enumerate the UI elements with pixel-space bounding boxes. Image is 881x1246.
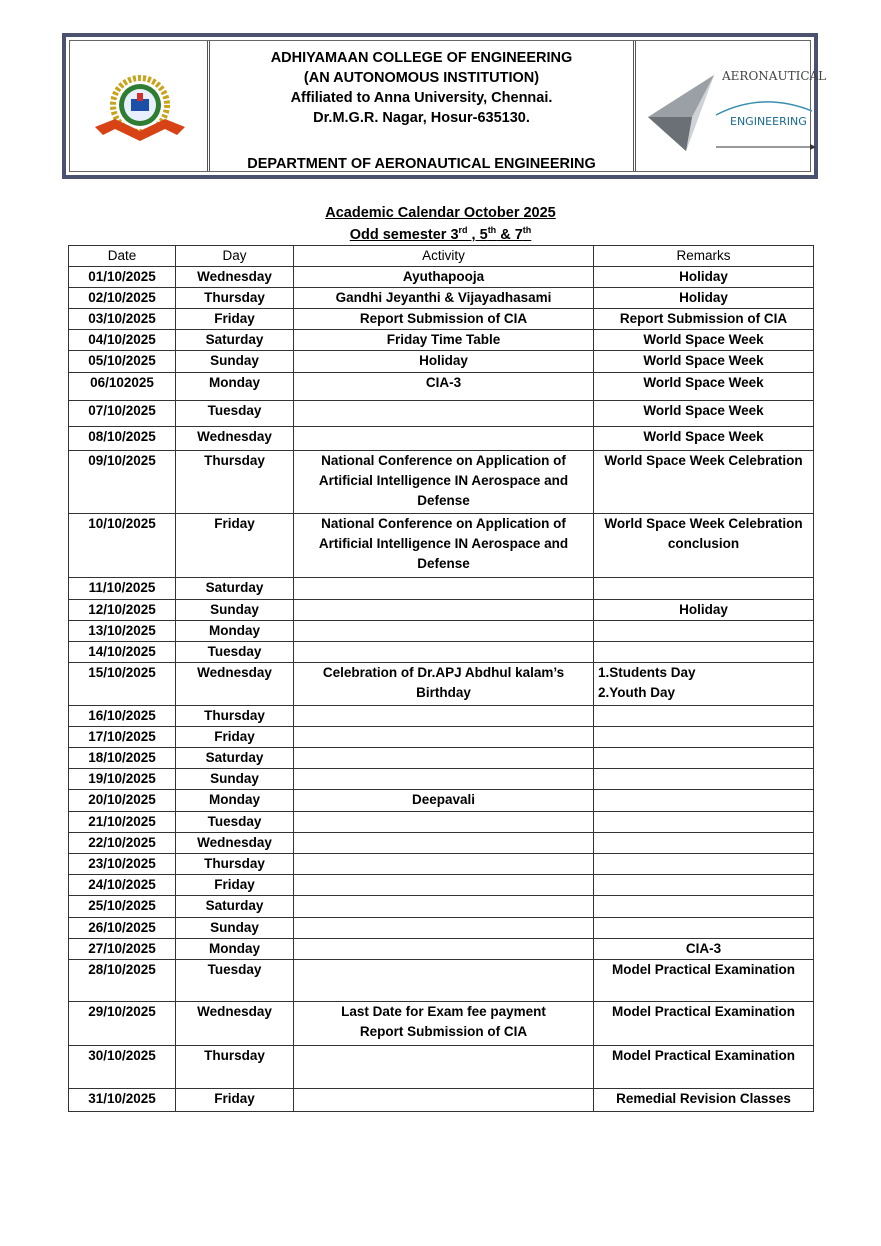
cell-date: 22/10/2025 <box>69 833 176 854</box>
column-header-day: Day <box>176 246 294 267</box>
cell-remarks <box>594 790 814 812</box>
cell-activity <box>294 875 594 896</box>
cell-date: 31/10/2025 <box>69 1089 176 1112</box>
cell-remarks <box>594 833 814 854</box>
cell-date: 26/10/2025 <box>69 918 176 939</box>
cell-activity <box>294 1089 594 1112</box>
cell-remarks <box>594 918 814 939</box>
cell-day: Wednesday <box>176 833 294 854</box>
column-header-date: Date <box>69 246 176 267</box>
table-row <box>69 621 814 642</box>
cell-activity <box>294 1046 594 1089</box>
cell-activity <box>294 727 594 748</box>
cell-date: 08/10/2025 <box>69 427 176 451</box>
calendar-table-body <box>69 267 814 1112</box>
cell-remarks: Remedial Revision Classes <box>594 1089 814 1112</box>
subtitle-mid-1: , 5 <box>467 226 488 243</box>
cell-date: 02/10/2025 <box>69 288 176 309</box>
table-row <box>69 1002 814 1046</box>
cell-activity: Holiday <box>294 351 594 373</box>
cell-date: 27/10/2025 <box>69 939 176 960</box>
cell-day: Saturday <box>176 748 294 769</box>
cell-day: Tuesday <box>176 960 294 1002</box>
cell-activity <box>294 812 594 833</box>
cell-activity <box>294 960 594 1002</box>
college-affiliation: Affiliated to Anna University, Chennai. <box>290 90 553 106</box>
cell-activity: Last Date for Exam fee payment Report Submission of CIA <box>294 1002 594 1046</box>
cell-remarks: Model Practical Examination <box>594 1002 814 1046</box>
cell-day: Tuesday <box>176 642 294 663</box>
cell-activity: National Conference on Application of Artificial Intelligence IN Aerospace and Defense <box>294 514 594 578</box>
cell-day: Sunday <box>176 769 294 790</box>
cell-date: 07/10/2025 <box>69 401 176 427</box>
cell-day: Thursday <box>176 706 294 727</box>
cell-day: Wednesday <box>176 427 294 451</box>
cell-day: Sunday <box>176 600 294 621</box>
cell-activity <box>294 896 594 918</box>
cell-remarks: World Space Week <box>594 401 814 427</box>
subtitle-prefix: Odd semester 3 <box>349 226 459 243</box>
cell-remarks <box>594 854 814 875</box>
cell-date: 18/10/2025 <box>69 748 176 769</box>
cell-activity <box>294 748 594 769</box>
table-row <box>69 642 814 663</box>
cell-remarks <box>594 578 814 600</box>
cell-date: 13/10/2025 <box>69 621 176 642</box>
subtitle-sup-1: rd <box>458 225 468 235</box>
calendar-title: Academic Calendar October 2025 <box>325 205 556 221</box>
cell-day: Saturday <box>176 896 294 918</box>
table-row <box>69 663 814 706</box>
cell-activity <box>294 642 594 663</box>
cell-remarks: World Space Week <box>594 330 814 351</box>
cell-date: 21/10/2025 <box>69 812 176 833</box>
cell-date: 25/10/2025 <box>69 896 176 918</box>
cell-activity <box>294 578 594 600</box>
cell-remarks <box>594 769 814 790</box>
cell-remarks: Holiday <box>594 267 814 288</box>
cell-activity <box>294 401 594 427</box>
college-status: (AN AUTONOMOUS INSTITUTION) <box>303 70 540 86</box>
subtitle-sup-2: th <box>487 225 497 235</box>
cell-remarks: World Space Week Celebration <box>594 451 814 514</box>
cell-date: 03/10/2025 <box>69 309 176 330</box>
cell-day: Saturday <box>176 330 294 351</box>
cell-activity: Celebration of Dr.APJ Abdhul kalam’s Birthday <box>294 663 594 706</box>
cell-day: Friday <box>176 727 294 748</box>
cell-day: Monday <box>176 939 294 960</box>
column-header-activity: Activity <box>294 246 594 267</box>
cell-activity <box>294 854 594 875</box>
cell-remarks <box>594 812 814 833</box>
table-row <box>69 330 814 351</box>
calendar-subtitle <box>0 225 881 243</box>
cell-activity: Friday Time Table <box>294 330 594 351</box>
column-header-remarks: Remarks <box>594 246 814 267</box>
table-row <box>69 451 814 514</box>
cell-activity <box>294 833 594 854</box>
college-info-cell <box>210 41 636 171</box>
table-row <box>69 309 814 330</box>
subtitle-sup-3: th <box>522 225 532 235</box>
table-row <box>69 748 814 769</box>
table-row <box>69 600 814 621</box>
cell-remarks <box>594 896 814 918</box>
department-logo-cell <box>636 41 827 171</box>
cell-activity: National Conference on Application of Artificial Intelligence IN Aerospace and Defense <box>294 451 594 514</box>
cell-date: 30/10/2025 <box>69 1046 176 1089</box>
cell-date: 04/10/2025 <box>69 330 176 351</box>
cell-activity <box>294 918 594 939</box>
cell-date: 23/10/2025 <box>69 854 176 875</box>
cell-remarks: World Space Week <box>594 351 814 373</box>
cell-activity: CIA-3 <box>294 373 594 401</box>
table-row <box>69 812 814 833</box>
cell-day: Monday <box>176 621 294 642</box>
cell-date: 28/10/2025 <box>69 960 176 1002</box>
cell-remarks: Model Practical Examination <box>594 1046 814 1089</box>
cell-activity <box>294 769 594 790</box>
table-row <box>69 706 814 727</box>
cell-day: Thursday <box>176 288 294 309</box>
cell-date: 15/10/2025 <box>69 663 176 706</box>
cell-day: Thursday <box>176 1046 294 1089</box>
cell-day: Tuesday <box>176 401 294 427</box>
cell-day: Friday <box>176 514 294 578</box>
cell-activity: Gandhi Jeyanthi & Vijayadhasami <box>294 288 594 309</box>
cell-date: 20/10/2025 <box>69 790 176 812</box>
cell-day: Wednesday <box>176 267 294 288</box>
cell-date: 12/10/2025 <box>69 600 176 621</box>
table-row <box>69 896 814 918</box>
cell-day: Friday <box>176 309 294 330</box>
table-row <box>69 288 814 309</box>
cell-remarks: World Space Week Celebration conclusion <box>594 514 814 578</box>
table-row <box>69 578 814 600</box>
cell-date: 16/10/2025 <box>69 706 176 727</box>
cell-remarks: Model Practical Examination <box>594 960 814 1002</box>
cell-remarks <box>594 621 814 642</box>
table-row <box>69 1089 814 1112</box>
cell-date: 29/10/2025 <box>69 1002 176 1046</box>
college-logo-cell <box>70 41 210 171</box>
cell-day: Sunday <box>176 918 294 939</box>
table-row <box>69 401 814 427</box>
aeronautical-logo-text: AERONAUTICAL <box>722 69 827 83</box>
table-row <box>69 267 814 288</box>
cell-day: Tuesday <box>176 812 294 833</box>
cell-date: 09/10/2025 <box>69 451 176 514</box>
cell-day: Friday <box>176 1089 294 1112</box>
cell-remarks <box>594 706 814 727</box>
cell-remarks <box>594 748 814 769</box>
letterhead <box>62 33 827 179</box>
cell-activity <box>294 706 594 727</box>
engineering-logo-text: ENGINEERING <box>730 115 807 128</box>
table-row <box>69 918 814 939</box>
table-row <box>69 939 814 960</box>
cell-day: Thursday <box>176 451 294 514</box>
letterhead-inner <box>69 40 827 172</box>
cell-date: 14/10/2025 <box>69 642 176 663</box>
cell-remarks <box>594 875 814 896</box>
table-row <box>69 790 814 812</box>
cell-remarks: 1.Students Day 2.Youth Day <box>594 663 814 706</box>
table-row <box>69 373 814 401</box>
table-row <box>69 427 814 451</box>
table-row <box>69 875 814 896</box>
table-row <box>69 351 814 373</box>
cell-date: 05/10/2025 <box>69 351 176 373</box>
subtitle-mid-2: & 7 <box>496 226 523 243</box>
college-name: ADHIYAMAAN COLLEGE OF ENGINEERING <box>270 50 573 66</box>
cell-remarks <box>594 727 814 748</box>
cell-activity <box>294 621 594 642</box>
cell-remarks: World Space Week <box>594 373 814 401</box>
college-emblem-icon <box>85 69 195 149</box>
table-row <box>69 833 814 854</box>
cell-date: 06/102025 <box>69 373 176 401</box>
cell-date: 17/10/2025 <box>69 727 176 748</box>
cell-day: Thursday <box>176 854 294 875</box>
table-row <box>69 1046 814 1089</box>
cell-day: Sunday <box>176 351 294 373</box>
cell-remarks: Holiday <box>594 600 814 621</box>
cell-date: 19/10/2025 <box>69 769 176 790</box>
cell-remarks: CIA-3 <box>594 939 814 960</box>
cell-date: 10/10/2025 <box>69 514 176 578</box>
table-header-row <box>69 246 814 267</box>
cell-day: Wednesday <box>176 1002 294 1046</box>
calendar-table <box>68 245 814 1112</box>
cell-date: 24/10/2025 <box>69 875 176 896</box>
cell-remarks: Report Submission of CIA <box>594 309 814 330</box>
cell-day: Wednesday <box>176 663 294 706</box>
cell-activity <box>294 600 594 621</box>
table-row <box>69 727 814 748</box>
cell-activity: Ayuthapooja <box>294 267 594 288</box>
cell-remarks <box>594 642 814 663</box>
table-row <box>69 854 814 875</box>
department-name: DEPARTMENT OF AERONAUTICAL ENGINEERING <box>247 156 596 172</box>
cell-activity <box>294 939 594 960</box>
cell-date: 11/10/2025 <box>69 578 176 600</box>
cell-day: Friday <box>176 875 294 896</box>
cell-day: Saturday <box>176 578 294 600</box>
cell-activity <box>294 427 594 451</box>
cell-activity: Deepavali <box>294 790 594 812</box>
cell-date: 01/10/2025 <box>69 267 176 288</box>
cell-day: Monday <box>176 373 294 401</box>
table-row <box>69 514 814 578</box>
college-address: Dr.M.G.R. Nagar, Hosur-635130. <box>313 110 530 126</box>
cell-remarks: Holiday <box>594 288 814 309</box>
cell-day: Monday <box>176 790 294 812</box>
table-row <box>69 960 814 1002</box>
cell-activity: Report Submission of CIA <box>294 309 594 330</box>
table-row <box>69 769 814 790</box>
cell-remarks: World Space Week <box>594 427 814 451</box>
